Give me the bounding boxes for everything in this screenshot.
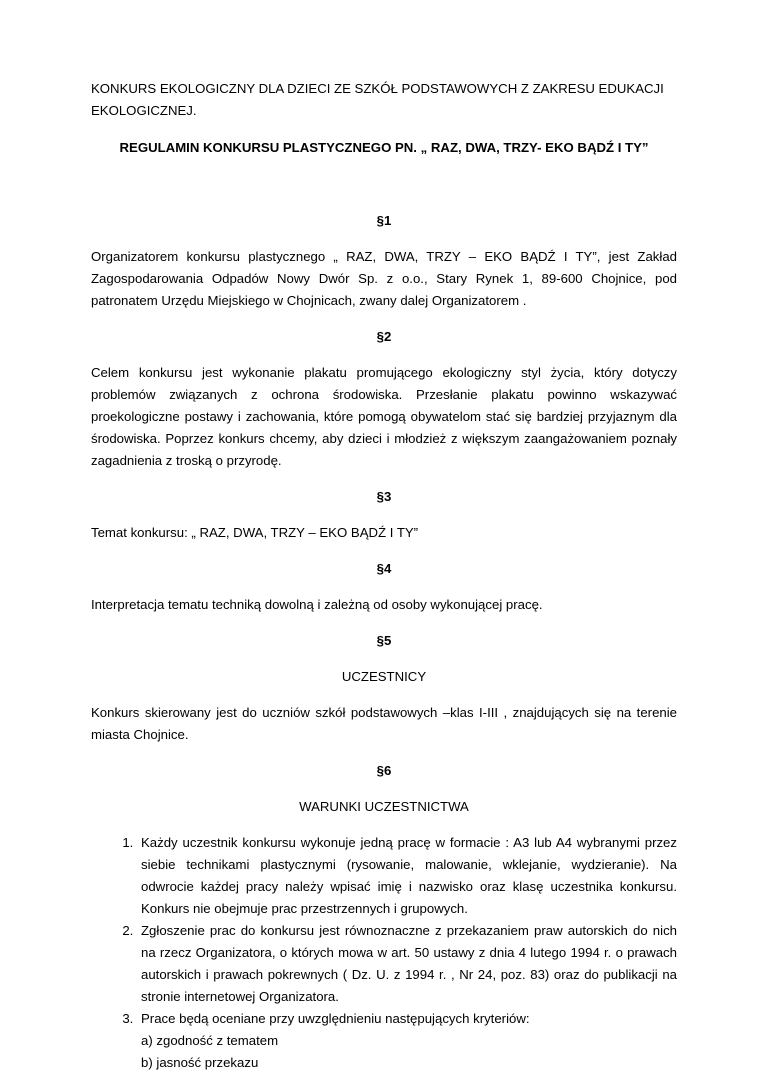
section-subheading-6: WARUNKI UCZESTNICTWA [299,799,469,814]
conditions-list [91,832,677,1074]
document-title: KONKURS EKOLOGICZNY DLA DZIECI ZE SZKÓŁ PODSTAWOWYCH Z ZAKRESU EDUKACJI EKOLOGICZNEJ. [91,81,664,118]
section-heading-4: §4 [376,561,392,576]
criteria-item-a: a) zgodność z tematem [141,1033,279,1048]
section-heading-5: §5 [376,633,392,648]
document-body [91,78,677,1074]
section-heading-1: §1 [376,213,392,228]
section-text-5: Konkurs skierowany jest do uczniów szkół podstawowych –klas I-III , znajdujących się na terenie miasta Chojnice. [91,705,677,742]
criteria-item-b: b) jasność przekazu [141,1055,259,1070]
criteria-list [141,1030,677,1074]
section-text-3: Temat konkursu: „ RAZ, DWA, TRZY – EKO BĄDŹ I TY” [91,525,419,540]
conditions-item-3-text: Prace będą oceniane przy uwzględnieniu następujących kryteriów: [141,1011,530,1026]
section-heading-3: §3 [376,489,392,504]
section-heading-2: §2 [376,329,392,344]
conditions-item-3 [137,1008,677,1074]
conditions-item-1: 1. Każdy uczestnik konkursu wykonuje jedną pracę w formacie : A3 lub A4 wybranymi przez siebie technikami plastycznymi (rysowanie, malowanie, wklejanie, wydzieranie). Na odwrocie każdej pracy należy wpisać imię i nazwisko oraz klasę uczestnika konkursu. Konkurs nie obejmuje prac przestrzennych i grupowych. [137,832,677,920]
section-text-4: Interpretacja tematu techniką dowolną i zależną od osoby wykonującej pracę. [91,597,543,612]
section-heading-6: §6 [376,763,392,778]
document-subtitle: REGULAMIN KONKURSU PLASTYCZNEGO PN. „ RAZ, DWA, TRZY- EKO BĄDŹ I TY” [119,140,649,155]
conditions-item-2: 2. Zgłoszenie prac do konkursu jest równoznaczne z przekazaniem praw autorskich do nich na rzecz Organizatora, o których mowa w art. 50 ustawy z dnia 4 lutego 1994 r. o prawach autorskich i prawach pokrewnych ( Dz. U. z 1994 r. , Nr 24, poz. 83) oraz do publikacji na stronie internetowej Organizatora. [137,920,677,1008]
section-text-2: Celem konkursu jest wykonanie plakatu promującego ekologiczny styl życia, który dotyczy problemów związanych z ochrona środowiska. Przesłanie plakatu powinno wskazywać proekologiczne postawy i zachowania, które pomogą obywatelom stać się bardziej przyjaznym dla środowiska. Poprzez konkurs chcemy, aby dzieci i młodzież z większym zaangażowaniem poznały zagadnienia z troską o przyrodę. [91,365,677,468]
section-subheading-5: UCZESTNICY [341,669,427,684]
section-text-1: Organizatorem konkursu plastycznego „ RAZ, DWA, TRZY – EKO BĄDŹ I TY”, jest Zakład Zagospodarowania Odpadów Nowy Dwór Sp. z o.o., Stary Rynek 1, 89-600 Chojnice, pod patronatem Urzędu Miejskiego w Chojnicach, zwany dalej Organizatorem . [91,249,677,308]
